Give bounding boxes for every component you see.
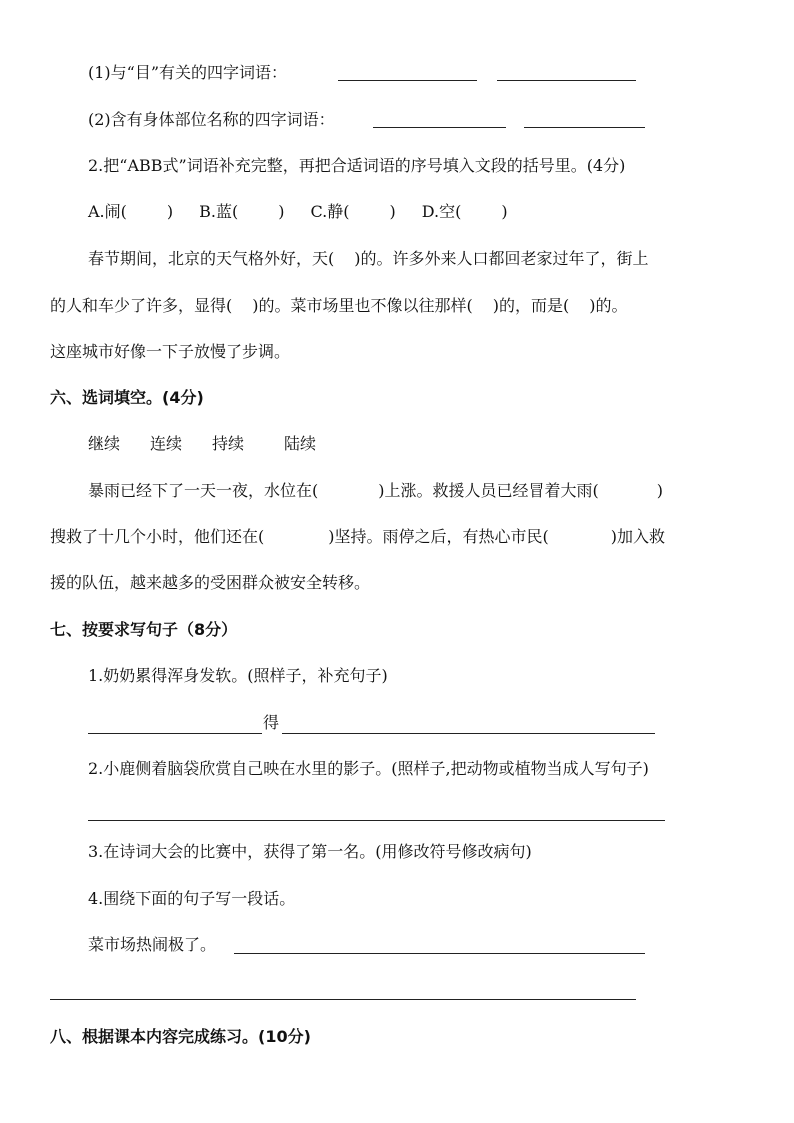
word-2: 连续 xyxy=(150,434,183,453)
fill-line-1: 暴雨已经下了一天一夜，水位在( )上涨。救援人员已经冒着大雨( ) xyxy=(88,481,663,500)
vocab-item-1 xyxy=(88,61,287,85)
option-d: D.空( xyxy=(421,202,462,221)
answer-blank-1a[interactable] xyxy=(338,80,477,81)
section-heading-6: 六、选词填空。(4分) xyxy=(50,388,204,407)
passage-line-2: 的人和车少了许多，显得( )的。菜市场里也不像以往那样( )的，而是( )的。 xyxy=(50,296,628,315)
passage-line-3: 这座城市好像一下子放慢了步调。 xyxy=(50,342,291,361)
sentence-de: 得 xyxy=(263,713,280,732)
word-1: 继续 xyxy=(88,434,121,453)
sentence-task-2: 2.小鹿侧着脑袋欣赏自己映在水里的影子。(照样子,把动物或植物当成人写句子) xyxy=(88,759,649,778)
abb-options: A.闹( ) B.蓝( ) C.静( ) D.空( ) xyxy=(88,202,508,221)
answer-blank-s4b[interactable] xyxy=(50,999,636,1000)
option-a: A.闹( xyxy=(88,202,127,221)
word-4: 陆续 xyxy=(284,434,317,453)
vocab-item-2-label: (2)含有身体部位名称的四字词语： xyxy=(88,110,335,129)
answer-blank-s2[interactable] xyxy=(88,820,665,821)
word-3: 持续 xyxy=(212,434,245,453)
fill-line-3: 援的队伍，越来越多的受困群众被安全转移。 xyxy=(50,573,371,592)
answer-blank-s1a[interactable] xyxy=(88,733,262,734)
sentence-task-4: 4.围绕下面的句子写一段话。 xyxy=(88,889,296,908)
question-abb: 2.把“ABB式”词语补充完整，再把合适词语的序号填入文段的括号里。(4分) xyxy=(88,156,626,175)
vocab-item-1-label: (1)与“目”有关的四字词语： xyxy=(88,63,288,82)
answer-blank-2a[interactable] xyxy=(373,127,506,128)
section-heading-7: 七、按要求写句子（8分） xyxy=(50,620,238,639)
sentence-start-4: 菜市场热闹极了。 xyxy=(88,935,217,954)
answer-blank-1b[interactable] xyxy=(497,80,636,81)
section-heading-8: 八、根据课本内容完成练习。(10分) xyxy=(50,1027,311,1046)
vocab-item-2 xyxy=(88,108,335,132)
answer-blank-s1b[interactable] xyxy=(282,733,655,734)
answer-blank-2b[interactable] xyxy=(524,127,645,128)
answer-blank-s4a[interactable] xyxy=(234,953,645,954)
option-c: C.静( xyxy=(310,202,350,221)
option-b: B.蓝( xyxy=(199,202,239,221)
passage-line-1: 春节期间，北京的天气格外好，天( )的。许多外来人口都回老家过年了，街上 xyxy=(88,249,649,268)
sentence-task-3: 3.在诗词大会的比赛中，获得了第一名。(用修改符号修改病句) xyxy=(88,842,532,861)
fill-line-2: 搜救了十几个小时，他们还在( )坚持。雨停之后，有热心市民( )加入救 xyxy=(50,527,665,546)
sentence-task-1: 1.奶奶累得浑身发软。(照样子，补充句子) xyxy=(88,666,388,685)
word-bank xyxy=(88,432,316,456)
